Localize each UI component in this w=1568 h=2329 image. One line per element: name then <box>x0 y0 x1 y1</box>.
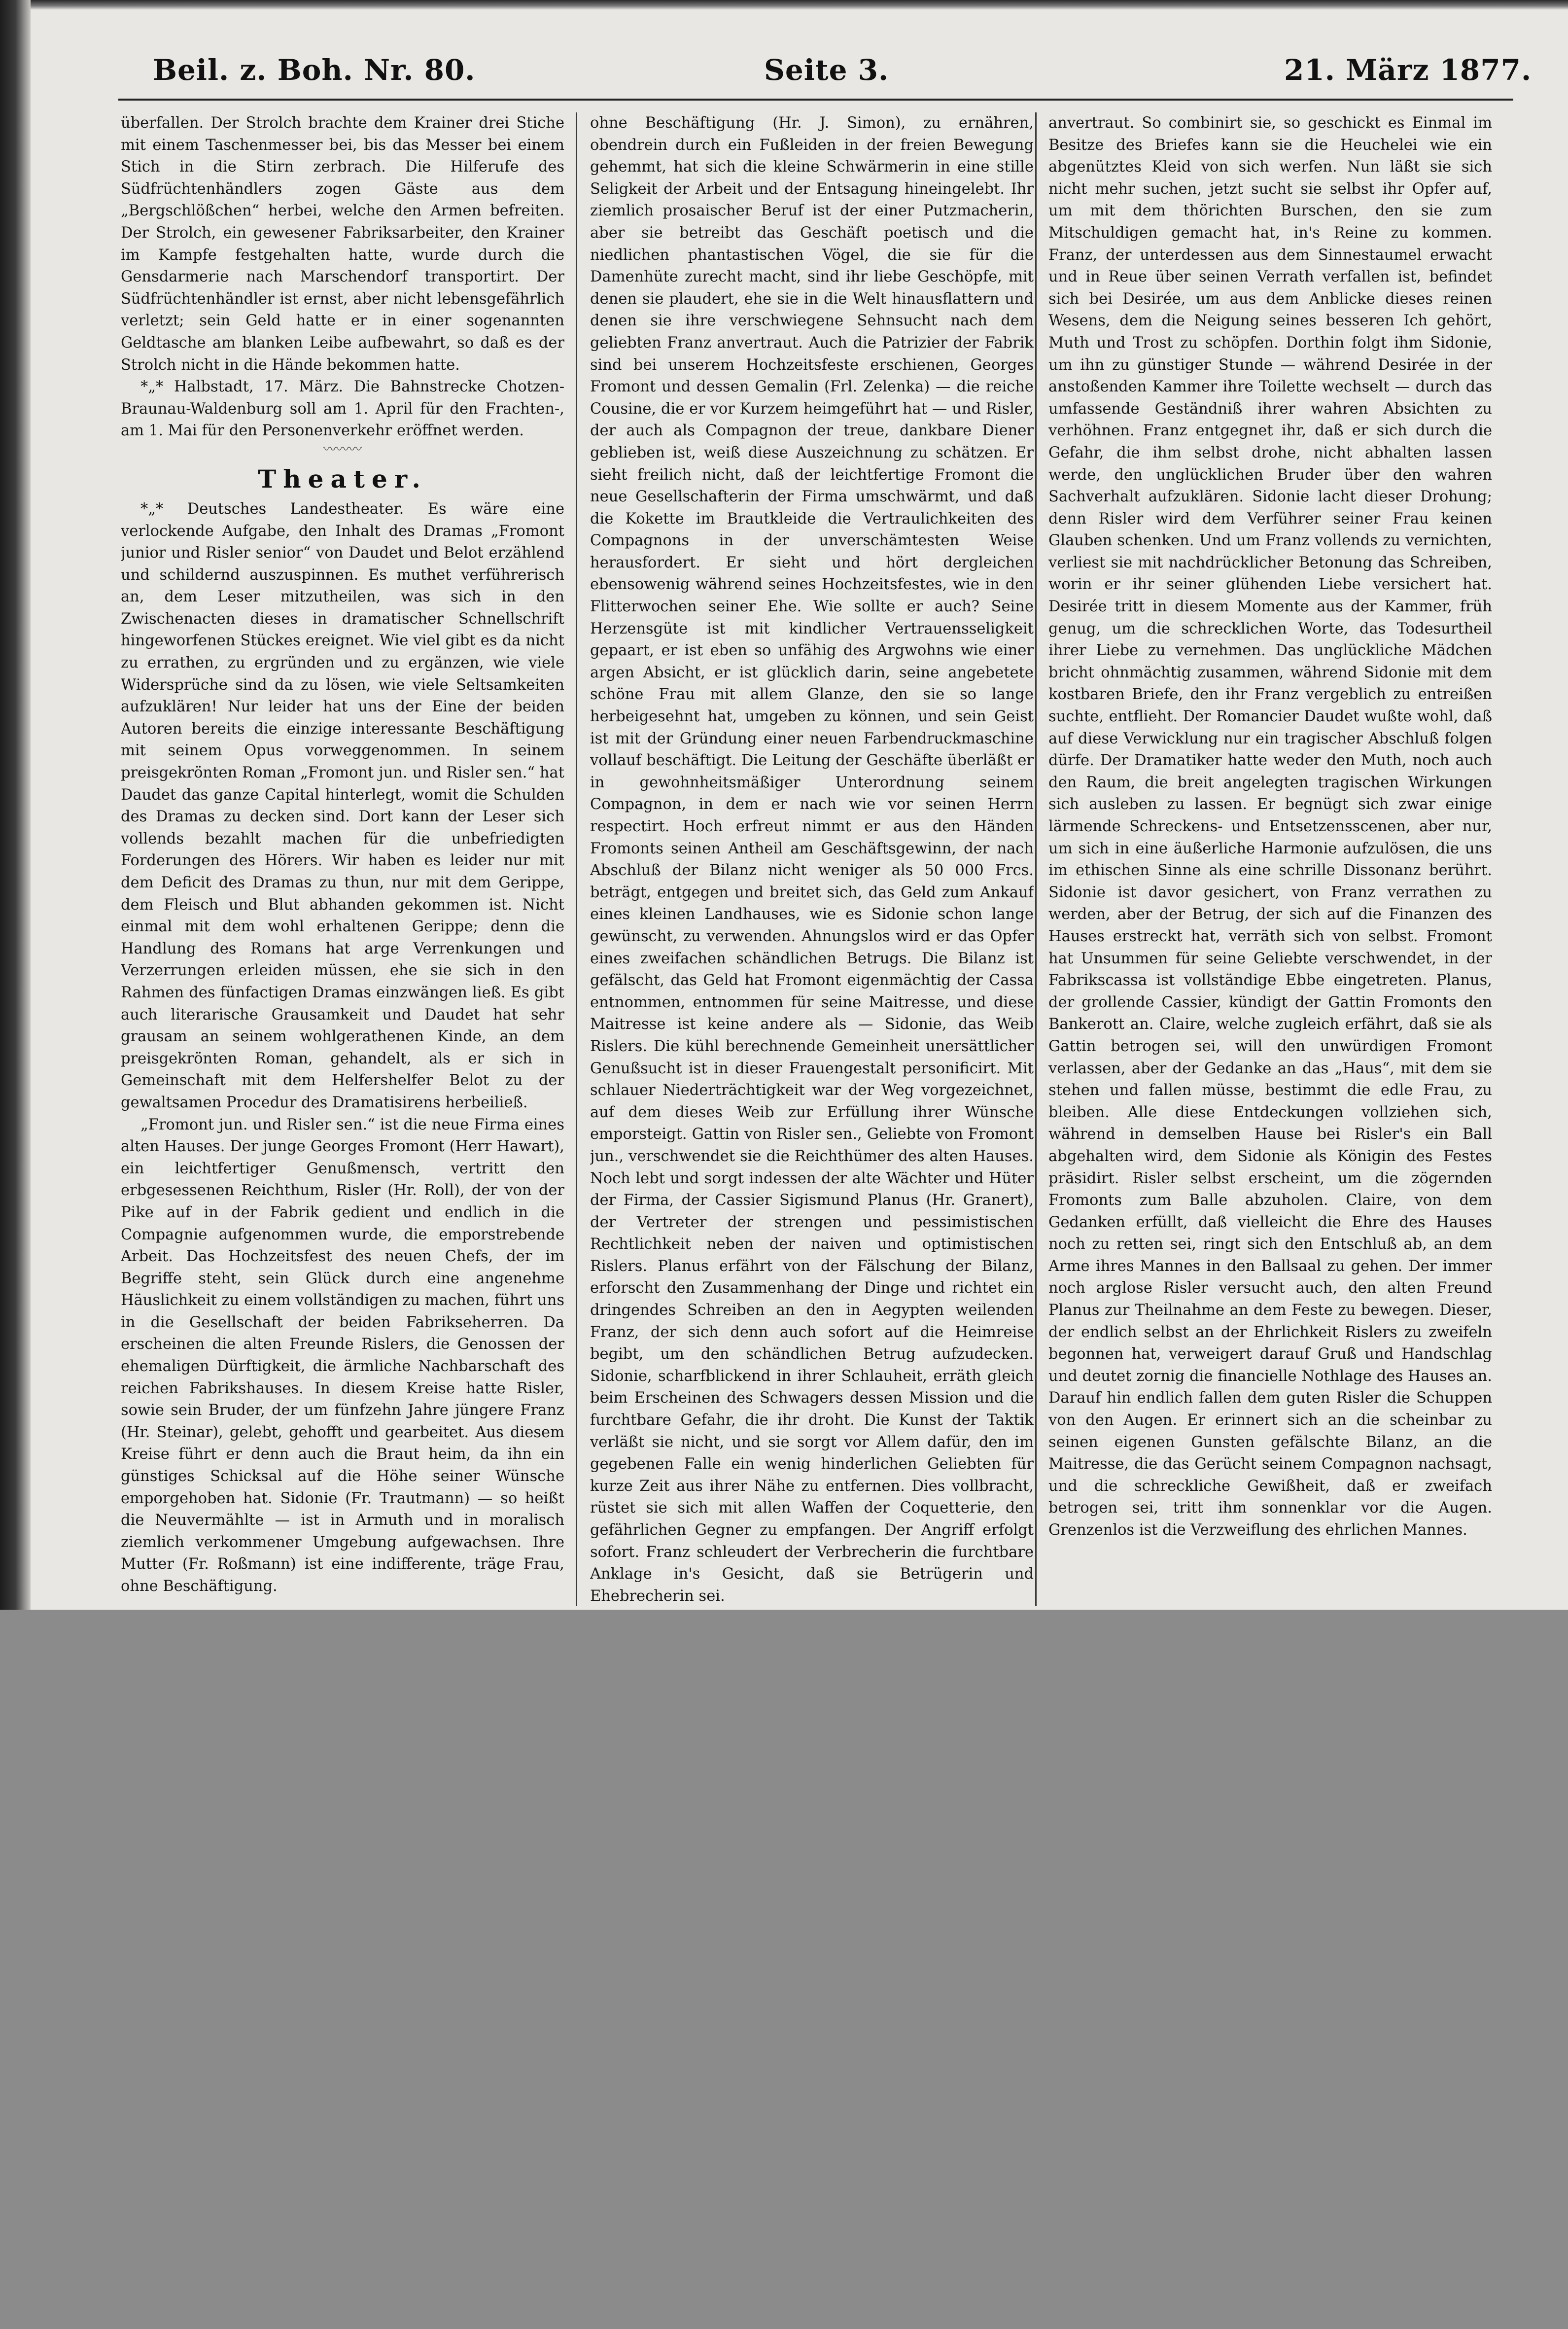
scan-background <box>0 1610 1568 2329</box>
column-divider <box>1035 112 1037 1606</box>
header-date: 21. März 1877. <box>1284 53 1532 87</box>
scan-top-edge-shadow <box>31 0 1568 10</box>
header-issue: Beil. z. Boh. Nr. 80. <box>153 53 476 87</box>
header-rule <box>118 99 1513 101</box>
scan-left-edge-shadow <box>0 0 31 1610</box>
paragraph: *„* Deutsches Landestheater. Es wäre eine verlockende Aufgabe, den Inhalt des Dramas „Fromont junior und Risler senior“ von Daudet und Belot erzählend und schildernd auszuspinnen. Es muthet verführerisch an, dem Leser mitzutheilen, was sich in den Zwischenacten dieses in dramatischer Schnellschrift hingeworfenen Stückes ereignet. Wie viel gibt es da nicht zu errathen, zu ergründen und zu ergänzen, wie viele Widersprüche sind da zu lösen, wie viele Seltsamkeiten aufzuklären! Nur leider hat uns der Eine der beiden Autoren bereits die einzige interessante Beschäftigung mit seinem Opus vorweggenommen. In seinem preisgekrönten Roman „Fromont jun. und Risler sen.“ hat Daudet das ganze Capital hinterlegt, womit die Schulden des Dramas zu decken sind. Dort kann der Leser sich vollends bezahlt machen für die unbefriedigten Forderungen des Hörers. Wir haben es leider nur mit dem Deficit des Dramas zu thun, nur mit dem Gerippe, dem Fleisch und Blut abhanden gekommen ist. Nicht einmal mit dem wohl erhaltenen Gerippe; denn die Handlung des Romans hat arge Verrenkungen und Verzerrungen erleiden müssen, ehe sie sich in den Rahmen des fünfactigen Dramas einzwängen ließ. Es gibt auch literarische Grausamkeit und Daudet hat sehr grausam an seinem wohlgerathenen Kinde, an dem preisgekrönten Roman, gehandelt, als er sich in Gemeinschaft mit dem Helfershelfer Belot zu der gewaltsamen Procedur des Dramatisirens herbeiließ. <box>121 500 564 1111</box>
paragraph: überfallen. Der Strolch brachte dem Krainer drei Stiche mit einem Taschenmesser bei, bis das Messer bei einem Stich in die Stirn zerbrach. Die Hilferufe des Südfrüchtenhändlers zogen Gäste aus dem „Bergschlößchen“ herbei, welche den Armen befreiten. Der Strolch, ein gewesener Fabriksarbeiter, den Krainer im Kampfe festgehalten hatte, wurde durch die Gensdarmerie nach Marschendorf transportirt. Der Südfrüchtenhändler ist ernst, aber nicht lebensgefährlich verletzt; sein Geld hatte er in einer sogenannten Geldtasche am blanken Leibe aufbewahrt, so daß es der Strolch nicht in die Hände bekommen hatte. <box>121 114 564 374</box>
column-3 <box>1048 112 1492 1606</box>
paragraph: „Fromont jun. und Risler sen.“ ist die neue Firma eines alten Hauses. Der junge Georges Fromont (Herr Hawart), ein leichtfertiger Genußmensch, vertritt den erbgesessenen Reichthum, Risler (Hr. Roll), der von der Pike auf in der Fabrik gedient und endlich in die Compagnie aufgenommen wurde, die emporstrebende Arbeit. Das Hochzeitsfest des neuen Chefs, der im Begriffe steht, sein Glück durch eine angenehme Häuslichkeit zu einem vollständigen zu machen, führt uns in die Gesellschaft der beiden Fabrikseherren. Da erscheinen die alten Freunde Rislers, die Genossen der ehemaligen Dürftigkeit, die ärmliche Nachbarschaft des reichen Fabrikshauses. In diesem Kreise hatte Risler, sowie sein Bruder, der um fünfzehn Jahre jüngere Franz (Hr. Steinar), gelebt, gehofft und gearbeitet. Aus diesem Kreise führt er denn auch die Braut heim, da ihn ein günstiges Schicksal auf die Höhe seiner Wünsche emporgehoben hat. Sidonie (Fr. Trautmann) — so heißt die Neuvermählte — ist in Armuth und in moralisch ziemlich verkommener Umgebung aufgewachsen. Ihre Mutter (Fr. Roßmann) ist eine indifferente, träge Frau, ohne Beschäftigung. <box>121 1116 564 1595</box>
column-divider <box>576 112 577 1606</box>
column-1 <box>121 112 564 1606</box>
section-title: Theater. <box>258 464 427 494</box>
header-page-number: Seite 3. <box>764 53 889 87</box>
paragraph: *„* Halbstadt, 17. März. Die Bahnstrecke Chotzen-Braunau-Waldenburg soll am 1. April für den Frachten-, am 1. Mai für den Personenverkehr eröffnet werden. <box>121 378 564 440</box>
column-2 <box>590 112 1034 1606</box>
paragraph: ohne Beschäftigung (Hr. J. Simon), zu ernähren, obendrein durch ein Fußleiden in der freien Bewegung gehemmt, hat sich die kleine Schwärmerin in eine stille Seligkeit der Arbeit und der Entsagung hineingelebt. Ihr ziemlich prosaischer Beruf ist der einer Putzmacherin, aber sie betreibt das Geschäft poetisch und die niedlichen phantastischen Vögel, die sie für die Damenhüte zurecht macht, sind ihr liebe Geschöpfe, mit denen sie plaudert, ehe sie in die Welt hinausflattern und denen sie ihre verschwiegene Sehnsucht nach dem geliebten Franz anvertraut. Auch die Patrizier der Fabrik sind bei unserem Hochzeitsfeste erschienen, Georges Fromont und dessen Gemalin (Frl. Zelenka) — die reiche Cousine, die er vor Kurzem heimgeführt hat — und Risler, der auch als Compagnon der treue, dankbare Diener geblieben ist, weiß diese Auszeichnung zu schätzen. Er sieht freilich nicht, daß der leichtfertige Fromont die neue Gesellschafterin der Firma umschwärmt, und daß die Kokette im Brautkleide die Vertraulichkeiten des Compagnons in der unverschämtesten Weise herausfordert. Er sieht und hört dergleichen ebensowenig während seines Hochzeitsfestes, wie in den Flitterwochen seiner Ehe. Wie sollte er auch? Seine Herzensgüte ist mit kindlicher Vertrauensseligkeit gepaart, er ist eben so unfähig des Argwohns wie einer argen Absicht, er ist glücklich darin, seine angebetete schöne Frau mit allem Glanze, den sie so lange herbeigesehnt hat, umgeben zu können, und sein Geist ist mit der Gründung einer neuen Farbendruckmaschine vollauf beschäftigt. Die Leitung der Geschäfte überläßt er in gewohnheitsmäßiger Unterordnung seinem Compagnon, in dem er nach wie vor seinen Herrn respectirt. Hoch erfreut nimmt er aus den Händen Fromonts seinen Antheil am Geschäftsgewinn, der nach Abschluß der Bilanz nicht weniger als 50 000 Frcs. beträgt, entgegen und breitet sich, das Geld zum Ankauf eines kleinen Landhauses, wie es Sidonie schon lange gewünscht, zu verwenden. Ahnungslos wird er das Opfer eines zweifachen schändlichen Betrugs. Die Bilanz ist gefälscht, das Geld hat Fromont eigenmächtig der Cassa entnommen, entnommen für seine Maitresse, und diese Maitresse ist keine andere als — Sidonie, das Weib Rislers. Die kühl berechnende Gemeinheit unersättlicher Genußsucht ist in dieser Frauengestalt personificirt. Mit schlauer Niederträchtigkeit war der Weg vorgezeichnet, auf dem dieses Weib zur Erfüllung ihrer Wünsche emporsteigt. Gattin von Risler sen., Geliebte von Fromont jun., verschwendet sie die Reichthümer des alten Hauses. Noch lebt und sorgt indessen der alte Wächter und Hüter der Firma, der Cassier Sigismund Planus (Hr. Granert), der Vertreter der strengen und pessimistischen Rechtlichkeit neben der naiven und optimistischen Rislers. Planus erfährt von der Fälschung der Bilanz, erforscht den Zusammenhang der Dinge und richtet ein dringendes Schreiben an den in Aegypten weilenden Franz, der sich denn auch sofort auf die Heimreise begibt, um den schändlichen Betrug aufzudecken. Sidonie, scharfblickend in ihrer Schlauheit, erräth gleich beim Erscheinen des Schwagers dessen Mission und die furchtbare Gefahr, die ihr droht. Die Kunst der Taktik verläßt sie nicht, und sie sorgt vor Allem dafür, den im gegebenen Falle ein wenig hinderlichen Geliebten für kurze Zeit aus ihrer Nähe zu entfernen. Dies vollbracht, rüstet sie sich mit allen Waffen der Coquetterie, den gefährlichen Gegner zu empfangen. Der Angriff erfolgt sofort. Franz schleudert der Verbrecherin die furchtbare Anklage in's Gesicht, daß sie Betrügerin und Ehebrecherin sei. <box>590 114 1034 1605</box>
paragraph: anvertraut. So combinirt sie, so geschickt es Einmal im Besitze des Briefes kann sie die Heuchelei wie ein abgenütztes Kleid von sich werfen. Nun läßt sie sich nicht mehr suchen, jetzt sucht sie selbst ihr Opfer auf, um mit dem thörichten Burschen, den sie zum Mitschuldigen gemacht hat, in's Reine zu kommen. Franz, der unterdessen aus dem Sinnestaumel erwacht und in Reue über seinen Verrath verfallen ist, befindet sich bei Desirée, um aus dem Anblicke dieses reinen Wesens, dem die Neigung seines besseren Ich gehört, Muth und Trost zu schöpfen. Dorthin folgt ihm Sidonie, um ihn zu günstiger Stunde — während Desirée in der anstoßenden Kammer ihre Toilette wechselt — durch das umfassende Geständniß ihrer wahren Absichten zu verhöhnen. Franz entgegnet ihr, daß er sich durch die Gefahr, die ihm selbst drohe, nicht abhalten lassen werde, den unglücklichen Bruder über den wahren Sachverhalt aufzuklären. Sidonie lacht dieser Drohung; denn Risler wird dem Verführer seiner Frau keinen Glauben schenken. Und um Franz vollends zu vernichten, verliest sie mit nachdrücklicher Betonung das Schreiben, worin er ihr seiner glühenden Liebe versichert hat. Desirée tritt in diesem Momente aus der Kammer, früh genug, um die schrecklichen Worte, das Todesurtheil ihrer Liebe zu vernehmen. Das unglückliche Mädchen bricht ohnmächtig zusammen, während Sidonie mit dem kostbaren Briefe, den ihr Franz vergeblich zu entreißen suchte, entflieht. Der Romancier Daudet wußte wohl, daß auf diese Verwicklung nur ein tragischer Abschluß folgen dürfe. Der Dramatiker hatte weder den Muth, noch auch den Raum, die breit angelegten tragischen Wirkungen sich ausleben zu lassen. Er begnügt sich zwar einige lärmende Schreckens- und Entsetzensscenen, aber nur, um sich in eine äußerliche Harmonie aufzulösen, die uns im ethischen Sinne als eine schrille Dissonanz berührt. Sidonie ist davor gesichert, von Franz verrathen zu werden, aber der Betrug, der sich auf die Finanzen des Hauses erstreckt hat, verräth sich von selbst. Fromont hat Unsummen für seine Geliebte verschwendet, in der Fabrikscassa ist vollständige Ebbe eingetreten. Planus, der grollende Cassier, kündigt der Gattin Fromonts den Bankerott an. Claire, welche zugleich erfährt, daß sie als Gattin betrogen sei, will den unwürdigen Fromont verlassen, aber der Gedanke an das „Haus“, mit dem sie stehen und fallen müsse, bestimmt die edle Frau, zu bleiben. Alle diese Entdeckungen vollziehen sich, während in demselben Hause bei Risler's ein Ball abgehalten wird, dem Sidonie als Königin des Festes präsidirt. Risler selbst erscheint, um die zögernden Fromonts zum Balle abzuholen. Claire, von dem Gedanken erfüllt, daß vielleicht die Ehre des Hauses noch zu retten sei, ringt sich den Entschluß ab, an dem Arme ihres Mannes in den Ballsaal zu gehen. Der immer noch arglose Risler versucht auch, den alten Freund Planus zur Theilnahme an dem Feste zu bewegen. Dieser, der endlich selbst an der Ehrlichkeit Rislers zu zweifeln begonnen hat, verweigert darauf Gruß und Handschlag und deutet zornig die financielle Nothlage des Hauses an. Darauf hin endlich fallen dem guten Risler die Schuppen von den Augen. Er erinnert sich an die scheinbar zu seinen eigenen Gunsten gefälschte Bilanz, an die Maitresse, die das Gerücht seinem Compagnon nachsagt, und die schreckliche Gewißheit, daß er zweifach betrogen sei, tritt ihm sonnenklar vor die Augen. Grenzenlos ist die Verzweiflung des ehrlichen Mannes. <box>1048 114 1492 1539</box>
ornamental-divider: 〰〰〰 <box>323 442 362 457</box>
